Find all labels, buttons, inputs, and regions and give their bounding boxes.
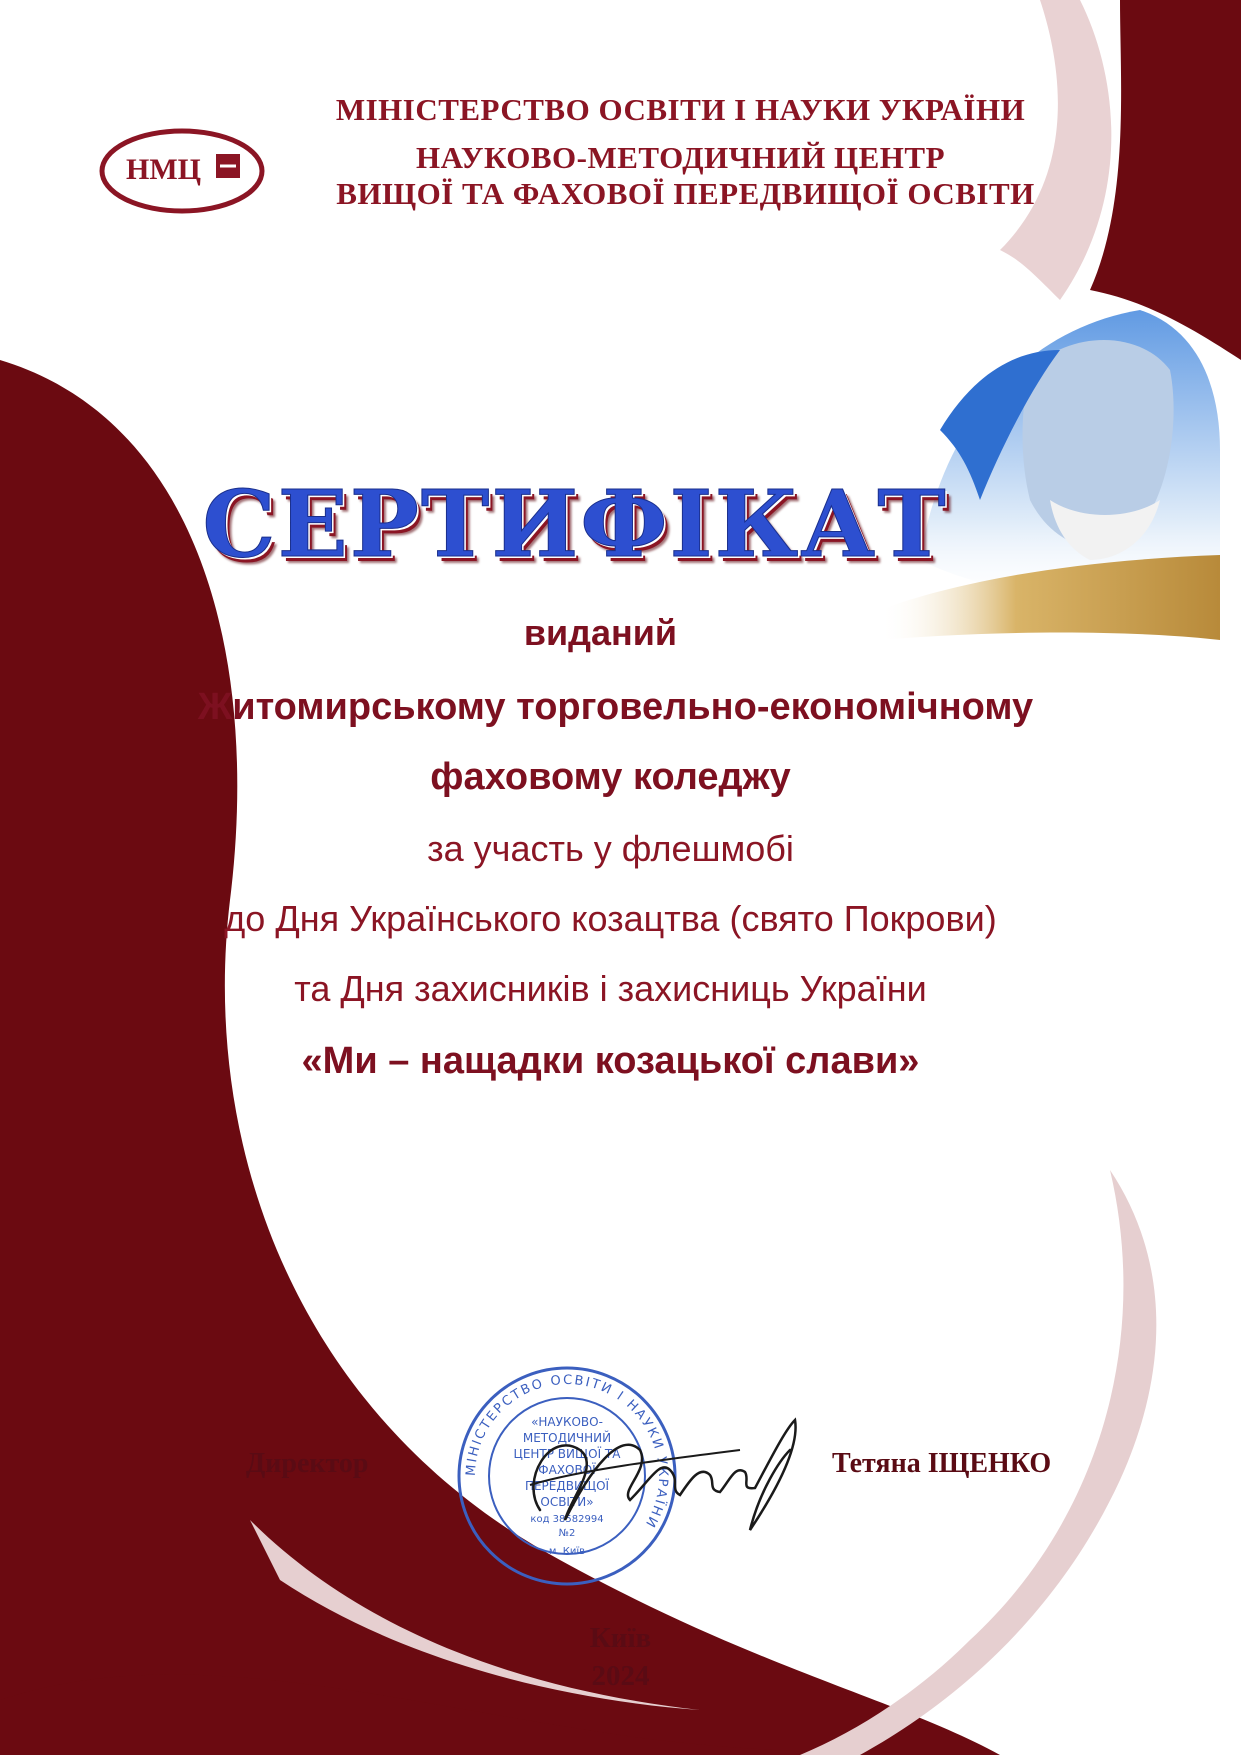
signatory-name: Тетяна ІЩЕНКО: [832, 1448, 1052, 1479]
certificate-title: СЕРТИФІКАТ: [202, 470, 948, 578]
stamp-code: код 38582994: [530, 1514, 604, 1525]
stamp-outer-text: МІНІСТЕРСТВО ОСВІТИ І НАУКИ УКРАЇНИ: [463, 1372, 671, 1532]
director-signature: [510, 1390, 810, 1540]
stamp-inner-3: ЦЕНТР ВИЩОЇ ТА: [513, 1447, 621, 1461]
reason-line3: та Дня захисників і захисниць України: [294, 968, 927, 1009]
event-name: «Ми – нащадки козацької слави»: [301, 1040, 920, 1082]
stamp-inner-2: МЕТОДИЧНИЙ: [522, 1431, 612, 1445]
issue-city: Київ: [589, 1622, 652, 1654]
ministry-title: МІНІСТЕРСТВО ОСВІТИ І НАУКИ УКРАЇНИ: [335, 92, 1026, 127]
svg-text:НМЦ: НМЦ: [126, 153, 201, 186]
stamp-number: №2: [558, 1528, 576, 1539]
stamp-city: м. Київ: [548, 1546, 586, 1557]
recipient-line1: Житомирському торговельно-економічному: [197, 686, 1034, 728]
stamp-inner-6: ОСВІТИ»: [540, 1495, 594, 1509]
stamp-inner-1: «НАУКОВО-: [531, 1415, 603, 1429]
reason-line2: до Дня Українського козацтва (свято Покрови): [224, 898, 997, 939]
issued-label: виданий: [523, 612, 678, 653]
issue-year: 2024: [591, 1660, 650, 1692]
reason-line1: за участь у флешмобі: [427, 828, 794, 869]
recipient-line2: фаховому коледжу: [430, 756, 791, 798]
center-title-line2: ВИЩОЇ ТА ФАХОВОЇ ПЕРЕДВИЩОЇ ОСВІТИ: [336, 176, 1035, 211]
stamp-inner-5: ПЕРЕДВИЩОЇ: [524, 1479, 610, 1493]
signatory-position: Директор: [246, 1448, 369, 1479]
center-title-line1: НАУКОВО-МЕТОДИЧНИЙ ЦЕНТР: [415, 140, 946, 175]
stamp-inner-4: ФАХОВОЇ: [538, 1463, 596, 1477]
